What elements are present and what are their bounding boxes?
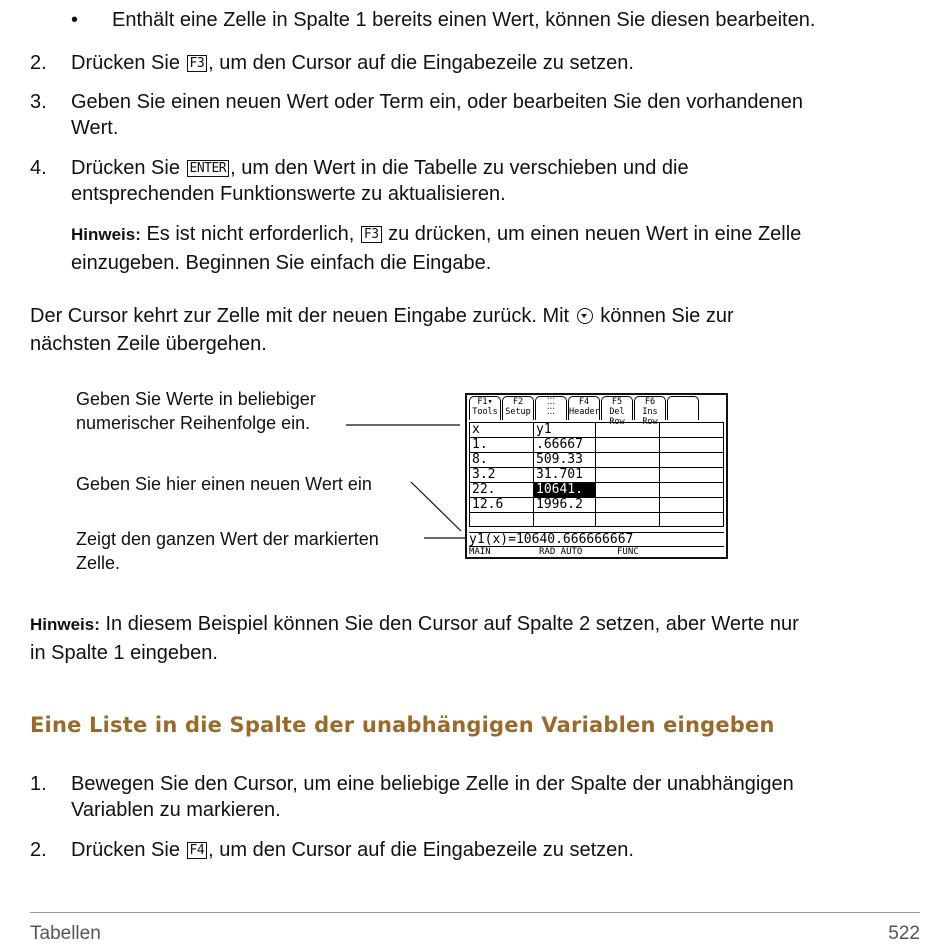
table-cell: 22. xyxy=(470,483,534,498)
table-cell xyxy=(596,438,660,453)
toolbar-tab: ⁚⁚⁚ ⁚⁚⁚ xyxy=(535,396,567,420)
status-graph: FUNC xyxy=(617,547,639,557)
function-key-toolbar xyxy=(469,396,700,427)
table-row xyxy=(470,438,724,453)
table-cell: 1996.2 xyxy=(534,498,596,513)
calculator-screen xyxy=(465,393,728,559)
callout-full-value: Zeigt den ganzen Wert der markierten Zelle. xyxy=(76,529,379,573)
table-row xyxy=(470,498,724,513)
footer-divider xyxy=(30,912,920,913)
page-number: 522 xyxy=(888,923,920,944)
step-text: Geben Sie einen neuen Wert oder Term ein, oder bearbeiten Sie den vorhandenen Wert. xyxy=(71,91,803,139)
table-cell: 10641. xyxy=(534,483,596,498)
toolbar-tab: F4 Header xyxy=(568,396,600,420)
bullet-marker: • xyxy=(71,9,79,31)
hint-note: Hinweis: In diesem Beispiel können Sie den Cursor auf Spalte 2 setzen, aber Werte nur in Spalte 1 eingeben. xyxy=(30,613,799,664)
bullet-text: Enthält eine Zelle in Spalte 1 bereits einen Wert, können Sie diesen bearbeiten. xyxy=(112,9,816,31)
table-cell: 12.6 xyxy=(470,498,534,513)
table-row xyxy=(470,453,724,468)
toolbar-tab: F1▾ Tools xyxy=(469,396,501,420)
f3-key-icon: F3 xyxy=(361,226,382,243)
table-cell xyxy=(470,513,534,527)
table-header-cell xyxy=(596,423,660,438)
table-cell xyxy=(660,438,724,453)
table-row xyxy=(470,468,724,483)
table-cell: 509.33 xyxy=(534,453,596,468)
f3-key-icon: F3 xyxy=(187,55,208,72)
step-number: 1. xyxy=(30,773,47,795)
table-header-row xyxy=(470,423,724,438)
toolbar-tab: F5 Del Row xyxy=(601,396,633,420)
table-cell xyxy=(596,453,660,468)
table-cell xyxy=(534,513,596,527)
section-heading: Eine Liste in die Spalte der unabhängigen Variablen eingeben xyxy=(30,713,775,737)
table-cell xyxy=(660,498,724,513)
table-cell: 3.2 xyxy=(470,468,534,483)
table-cell xyxy=(660,453,724,468)
status-mode: MAIN xyxy=(469,547,491,557)
f4-key-icon: F4 xyxy=(187,842,208,859)
table-cell xyxy=(596,468,660,483)
step-text: Bewegen Sie den Cursor, um eine beliebige Zelle in der Spalte der unabhängigen Variablen zu markieren. xyxy=(71,773,794,821)
enter-key-icon: ENTER xyxy=(187,160,230,177)
table-cell xyxy=(660,468,724,483)
table-cell: .66667 xyxy=(534,438,596,453)
table-cell: 1. xyxy=(470,438,534,453)
toolbar-tab xyxy=(667,396,699,420)
step-text: Drücken Sie F3 , um den Cursor auf die Eingabezeile zu setzen. xyxy=(71,52,634,74)
toolbar-tab: F2 Setup xyxy=(502,396,534,420)
table-row xyxy=(470,513,724,527)
step-number: 3. xyxy=(30,91,47,113)
table-header-cell xyxy=(660,423,724,438)
table-header-cell: y1 xyxy=(534,423,596,438)
value-table xyxy=(469,422,724,527)
callout-any-order: Geben Sie Werte in beliebiger numerischer Reihenfolge ein. xyxy=(76,389,316,433)
status-bar xyxy=(469,546,724,559)
table-row xyxy=(470,483,724,498)
table-cell xyxy=(596,483,660,498)
toolbar-tab: F6 Ins Row xyxy=(634,396,666,420)
cursor-paragraph: Der Cursor kehrt zur Zelle mit der neuen Eingabe zurück. Mit können Sie zur nächsten Zeile übergehen. xyxy=(30,305,734,355)
step-text: Drücken Sie ENTER , um den Wert in die Tabelle zu verschieben und die entsprechenden Funktionswerte zu aktualisieren. xyxy=(71,157,689,205)
step-number: 2. xyxy=(30,839,47,861)
hint-label: Hinweis: xyxy=(30,615,100,634)
table-cell xyxy=(596,498,660,513)
table-cell xyxy=(660,483,724,498)
hint-label: Hinweis: xyxy=(71,225,141,244)
entry-line: y1(x)=10640.666666667 xyxy=(469,532,724,547)
table-cell: 31.701 xyxy=(534,468,596,483)
step-number: 4. xyxy=(30,157,47,179)
table-cell xyxy=(660,513,724,527)
status-angle: RAD AUTO xyxy=(539,547,583,557)
footer-section: Tabellen xyxy=(30,923,101,944)
table-cell xyxy=(596,513,660,527)
hint-note: Hinweis: Es ist nicht erforderlich, F3 zu drücken, um einen neuen Wert in eine Zelle einzugeben. Beginnen Sie einfach die Eingabe. xyxy=(71,223,802,274)
table-cell: 8. xyxy=(470,453,534,468)
callout-new-value: Geben Sie hier einen neuen Wert ein xyxy=(76,474,372,494)
table-header-cell: x xyxy=(470,423,534,438)
step-number: 2. xyxy=(30,52,47,74)
step-text: Drücken Sie F4 , um den Cursor auf die Eingabezeile zu setzen. xyxy=(71,839,634,861)
